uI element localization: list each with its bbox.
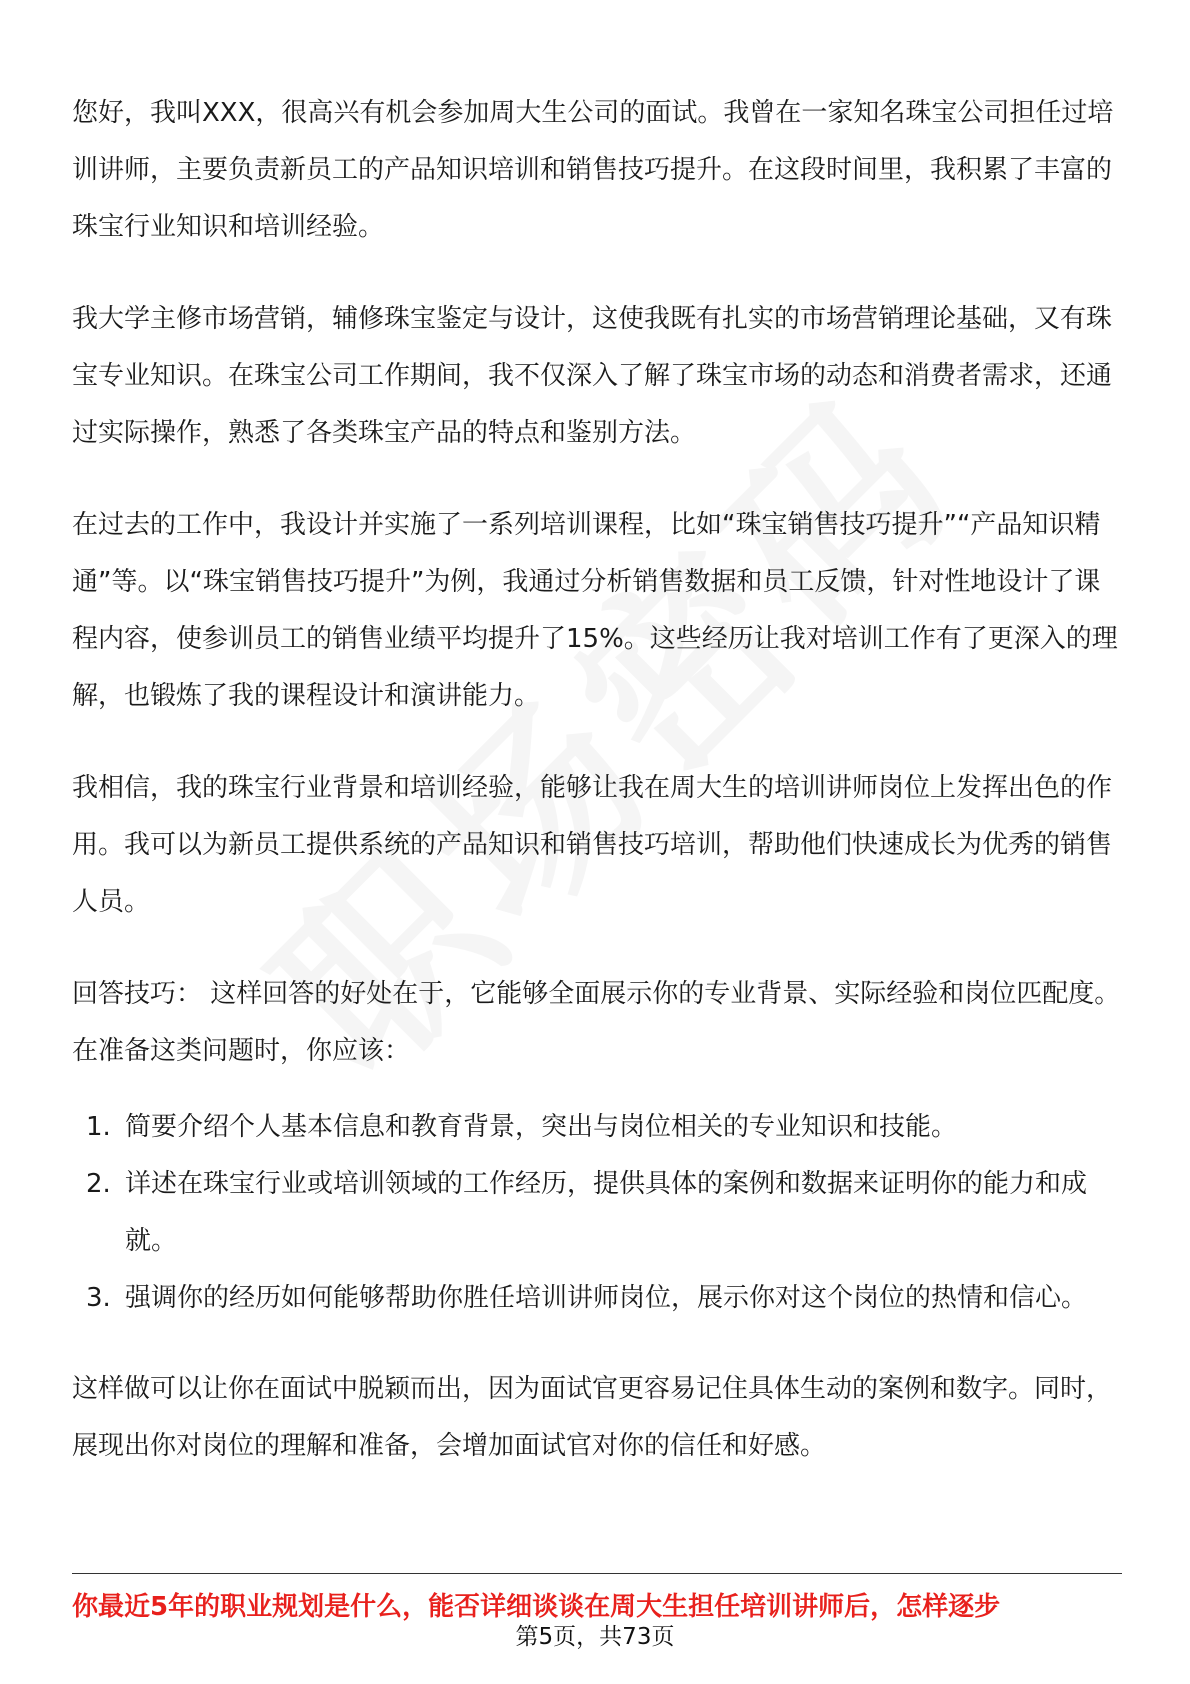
page-number: 第5页，共73页 <box>515 1624 675 1650</box>
paragraph-introduction: 您好，我叫XXX，很高兴有机会参加周大生公司的面试。我曾在一家知名珠宝公司担任过培训讲师，主要负责新员工的产品知识培训和销售技巧提升。在这段时间里，我积累了丰富的珠宝行业知识和培训经验。 <box>72 98 1114 242</box>
divider-line <box>72 1573 1122 1574</box>
list-item-text: 详述在珠宝行业或培训领域的工作经历，提供具体的案例和数据来证明你的能力和成就。 <box>125 1169 1088 1256</box>
paragraph-conclusion: 我相信，我的珠宝行业背景和培训经验，能够让我在周大生的培训讲师岗位上发挥出色的作用。我可以为新员工提供系统的产品知识和销售技巧培训，帮助他们快速成长为优秀的销售人员。 <box>72 773 1113 917</box>
list-item-number: 3. <box>86 1283 111 1313</box>
paragraph-answer-tips: 回答技巧： 这样回答的好处在于，它能够全面展示你的专业背景、实际经验和岗位匹配度。在准备这类问题时，你应该： <box>72 979 1121 1066</box>
list-item-text: 简要介绍个人基本信息和教育背景，突出与岗位相关的专业知识和技能。 <box>125 1112 958 1142</box>
page-content <box>72 85 1122 1510</box>
tips-list <box>72 1099 1122 1327</box>
paragraph-experience: 在过去的工作中，我设计并实施了一系列培训课程，比如“珠宝销售技巧提升”“产品知识精通”等。以“珠宝销售技巧提升”为例，我通过分析销售数据和员工反馈，针对性地设计了课程内容，使参训员工的销售业绩平均提升了15%。这些经历让我对培训工作有了更深入的理解，也锻炼了我的课程设计和演讲能力。 <box>72 510 1118 711</box>
list-item-number: 1. <box>86 1112 111 1142</box>
list-item-text: 强调你的经历如何能够帮助你胜任培训讲师岗位，展示你对这个岗位的热情和信心。 <box>125 1283 1088 1313</box>
list-item <box>72 1270 1122 1327</box>
list-item <box>72 1156 1122 1270</box>
list-item-number: 2. <box>86 1169 111 1199</box>
paragraph-education: 我大学主修市场营销，辅修珠宝鉴定与设计，这使我既有扎实的市场营销理论基础，又有珠宝专业知识。在珠宝公司工作期间，我不仅深入了解了珠宝市场的动态和消费者需求，还通过实际操作，熟悉了各类珠宝产品的特点和鉴别方法。 <box>72 304 1113 448</box>
next-question-heading: 你最近5年的职业规划是什么，能否详细谈谈在周大生担任培训讲师后，怎样逐步 <box>72 1592 1001 1622</box>
list-item <box>72 1099 1122 1156</box>
paragraph-closing: 这样做可以让你在面试中脱颖而出，因为面试官更容易记住具体生动的案例和数字。同时，展现出你对岗位的理解和准备，会增加面试官对你的信任和好感。 <box>72 1374 1113 1461</box>
